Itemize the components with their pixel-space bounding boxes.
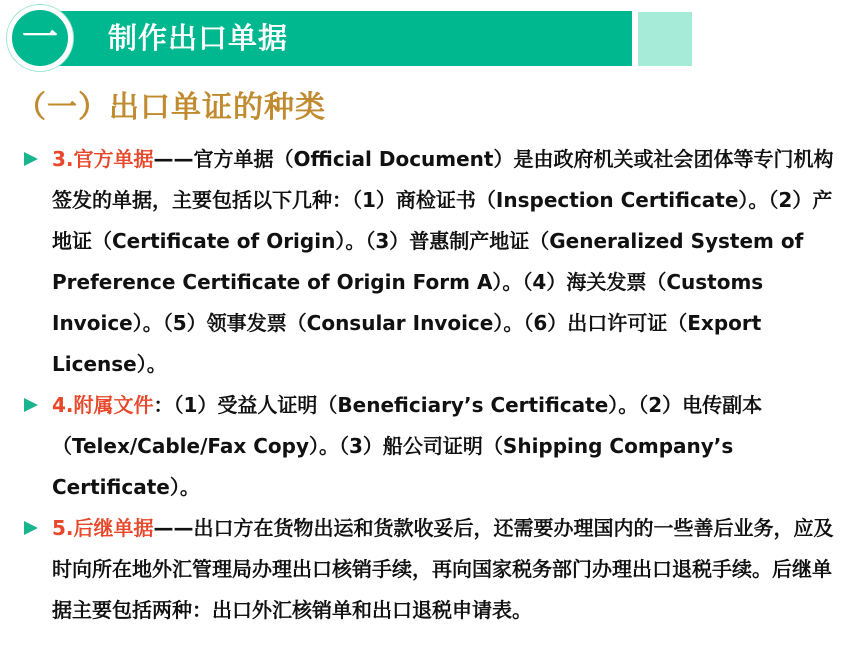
item-text: ——官方单据（Official Document）是由政府机关或社会团体等专门机构签发的单据，主要包括以下几种：（1）商检证书（Inspection Certificate）。（2）产地证（Certificate of Origin）。（3）普惠制产地证（Generalized System of Preference Certificate of Origin Form A）。（4）海关发票（Customs Invoice）。（5）领事发票（Consular Invoice）。（6）出口许可证（Export License）。 (52, 147, 834, 376)
item-term: 4.附属文件 (52, 393, 154, 417)
content-list (24, 139, 844, 631)
bullet-arrow-icon (24, 398, 38, 412)
list-item (24, 508, 844, 631)
header-number: 一 (21, 17, 58, 58)
item-term: 3.官方单据 (52, 147, 154, 171)
header-accent-square (638, 12, 692, 66)
item-term: 5.后继单据 (52, 516, 154, 540)
list-item (24, 385, 844, 508)
header-title: 制作出口单据 (108, 21, 289, 55)
section-title: （一）出口单证的种类 (16, 90, 326, 125)
item-text: ——出口方在货物出运和货款收妥后，还需要办理国内的一些善后业务，应及时向所在地外汇管理局办理出口核销手续，再向国家税务部门办理出口退税手续。后继单据主要包括两种：出口外汇核销单和出口退税申请表。 (52, 516, 834, 622)
bullet-arrow-icon (24, 521, 38, 535)
item-text: ：（1）受益人证明（Beneficiary’s Certificate）。（2）电传副本（Telex/Cable/Fax Copy）。（3）船公司证明（Shipping Company’s Certificate）。 (52, 393, 763, 499)
bullet-arrow-icon (24, 152, 38, 166)
header-number-circle (7, 5, 73, 71)
list-item (24, 139, 844, 385)
